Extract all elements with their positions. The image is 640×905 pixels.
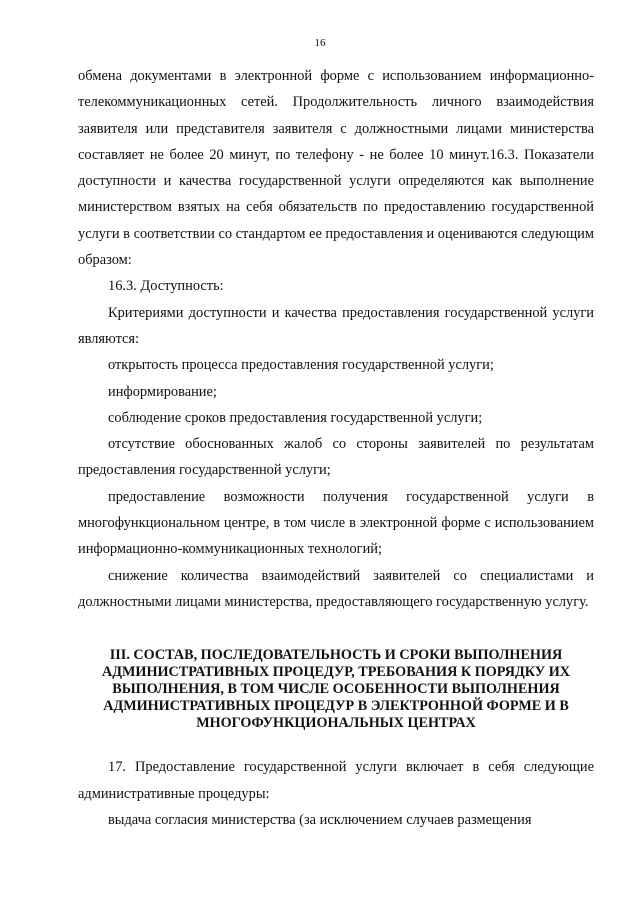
paragraph: предоставление возможности получения государственной услуги в многофункциональном центре, в том числе в электронной форме с использованием информационно-коммуникационных технологий; xyxy=(78,488,594,558)
paragraph: 16.3. Доступность: xyxy=(108,278,224,295)
paragraph: открытость процесса предоставления государственной услуги; xyxy=(108,357,494,374)
section-heading: III. СОСТАВ, ПОСЛЕДОВАТЕЛЬНОСТЬ И СРОКИ ВЫПОЛНЕНИЯ АДМИНИСТРАТИВНЫХ ПРОЦЕДУР, ТРЕБОВАНИЯ К ПОРЯДКУ ИХ ВЫПОЛНЕНИЯ, В ТОМ ЧИСЛЕ ОСОБЕННОСТИ ВЫПОЛНЕНИЯ АДМИНИСТРАТИВНЫХ ПРОЦЕДУР В ЭЛЕКТРОННОЙ ФОРМЕ И В МНОГОФУНКЦИОНАЛЬНЫХ ЦЕНТРАХ xyxy=(102,647,570,732)
paragraph: соблюдение сроков предоставления государственной услуги; xyxy=(108,409,483,426)
spacer xyxy=(78,732,594,754)
paragraph: отсутствие обоснованных жалоб со стороны заявителей по результатам предоставления государственной услуги; xyxy=(78,436,594,479)
paragraph: обмена документами в электронной форме с использованием информационно-телекоммуникационных сетей. Продолжительность личного взаимодействия заявителя или представителя заявителя с должностными лицами министерства составляет не более 20 минут, по телефону - не более 10 минут.16.3. Показатели доступности и качества государственной услуги определяются как выполнение министерством взятых на себя обязательств по предоставлению государственной услуги в соответствии со стандартом ее предоставления и оцениваются следующим образом: xyxy=(78,68,594,269)
page-content xyxy=(78,63,594,833)
paragraph: Критериями доступности и качества предоставления государственной услуги являются: xyxy=(78,304,594,347)
paragraph: снижение количества взаимодействий заявителей со специалистами и должностными лицами министерства, предоставляющего государственную услугу. xyxy=(78,567,594,610)
spacer xyxy=(78,615,594,647)
page-number: 16 xyxy=(314,37,326,49)
paragraph: информирование; xyxy=(108,383,217,400)
paragraph: выдача согласия министерства (за исключением случаев размещения xyxy=(108,811,532,828)
paragraph: 17. Предоставление государственной услуги включает в себя следующие административные процедуры: xyxy=(78,759,594,802)
